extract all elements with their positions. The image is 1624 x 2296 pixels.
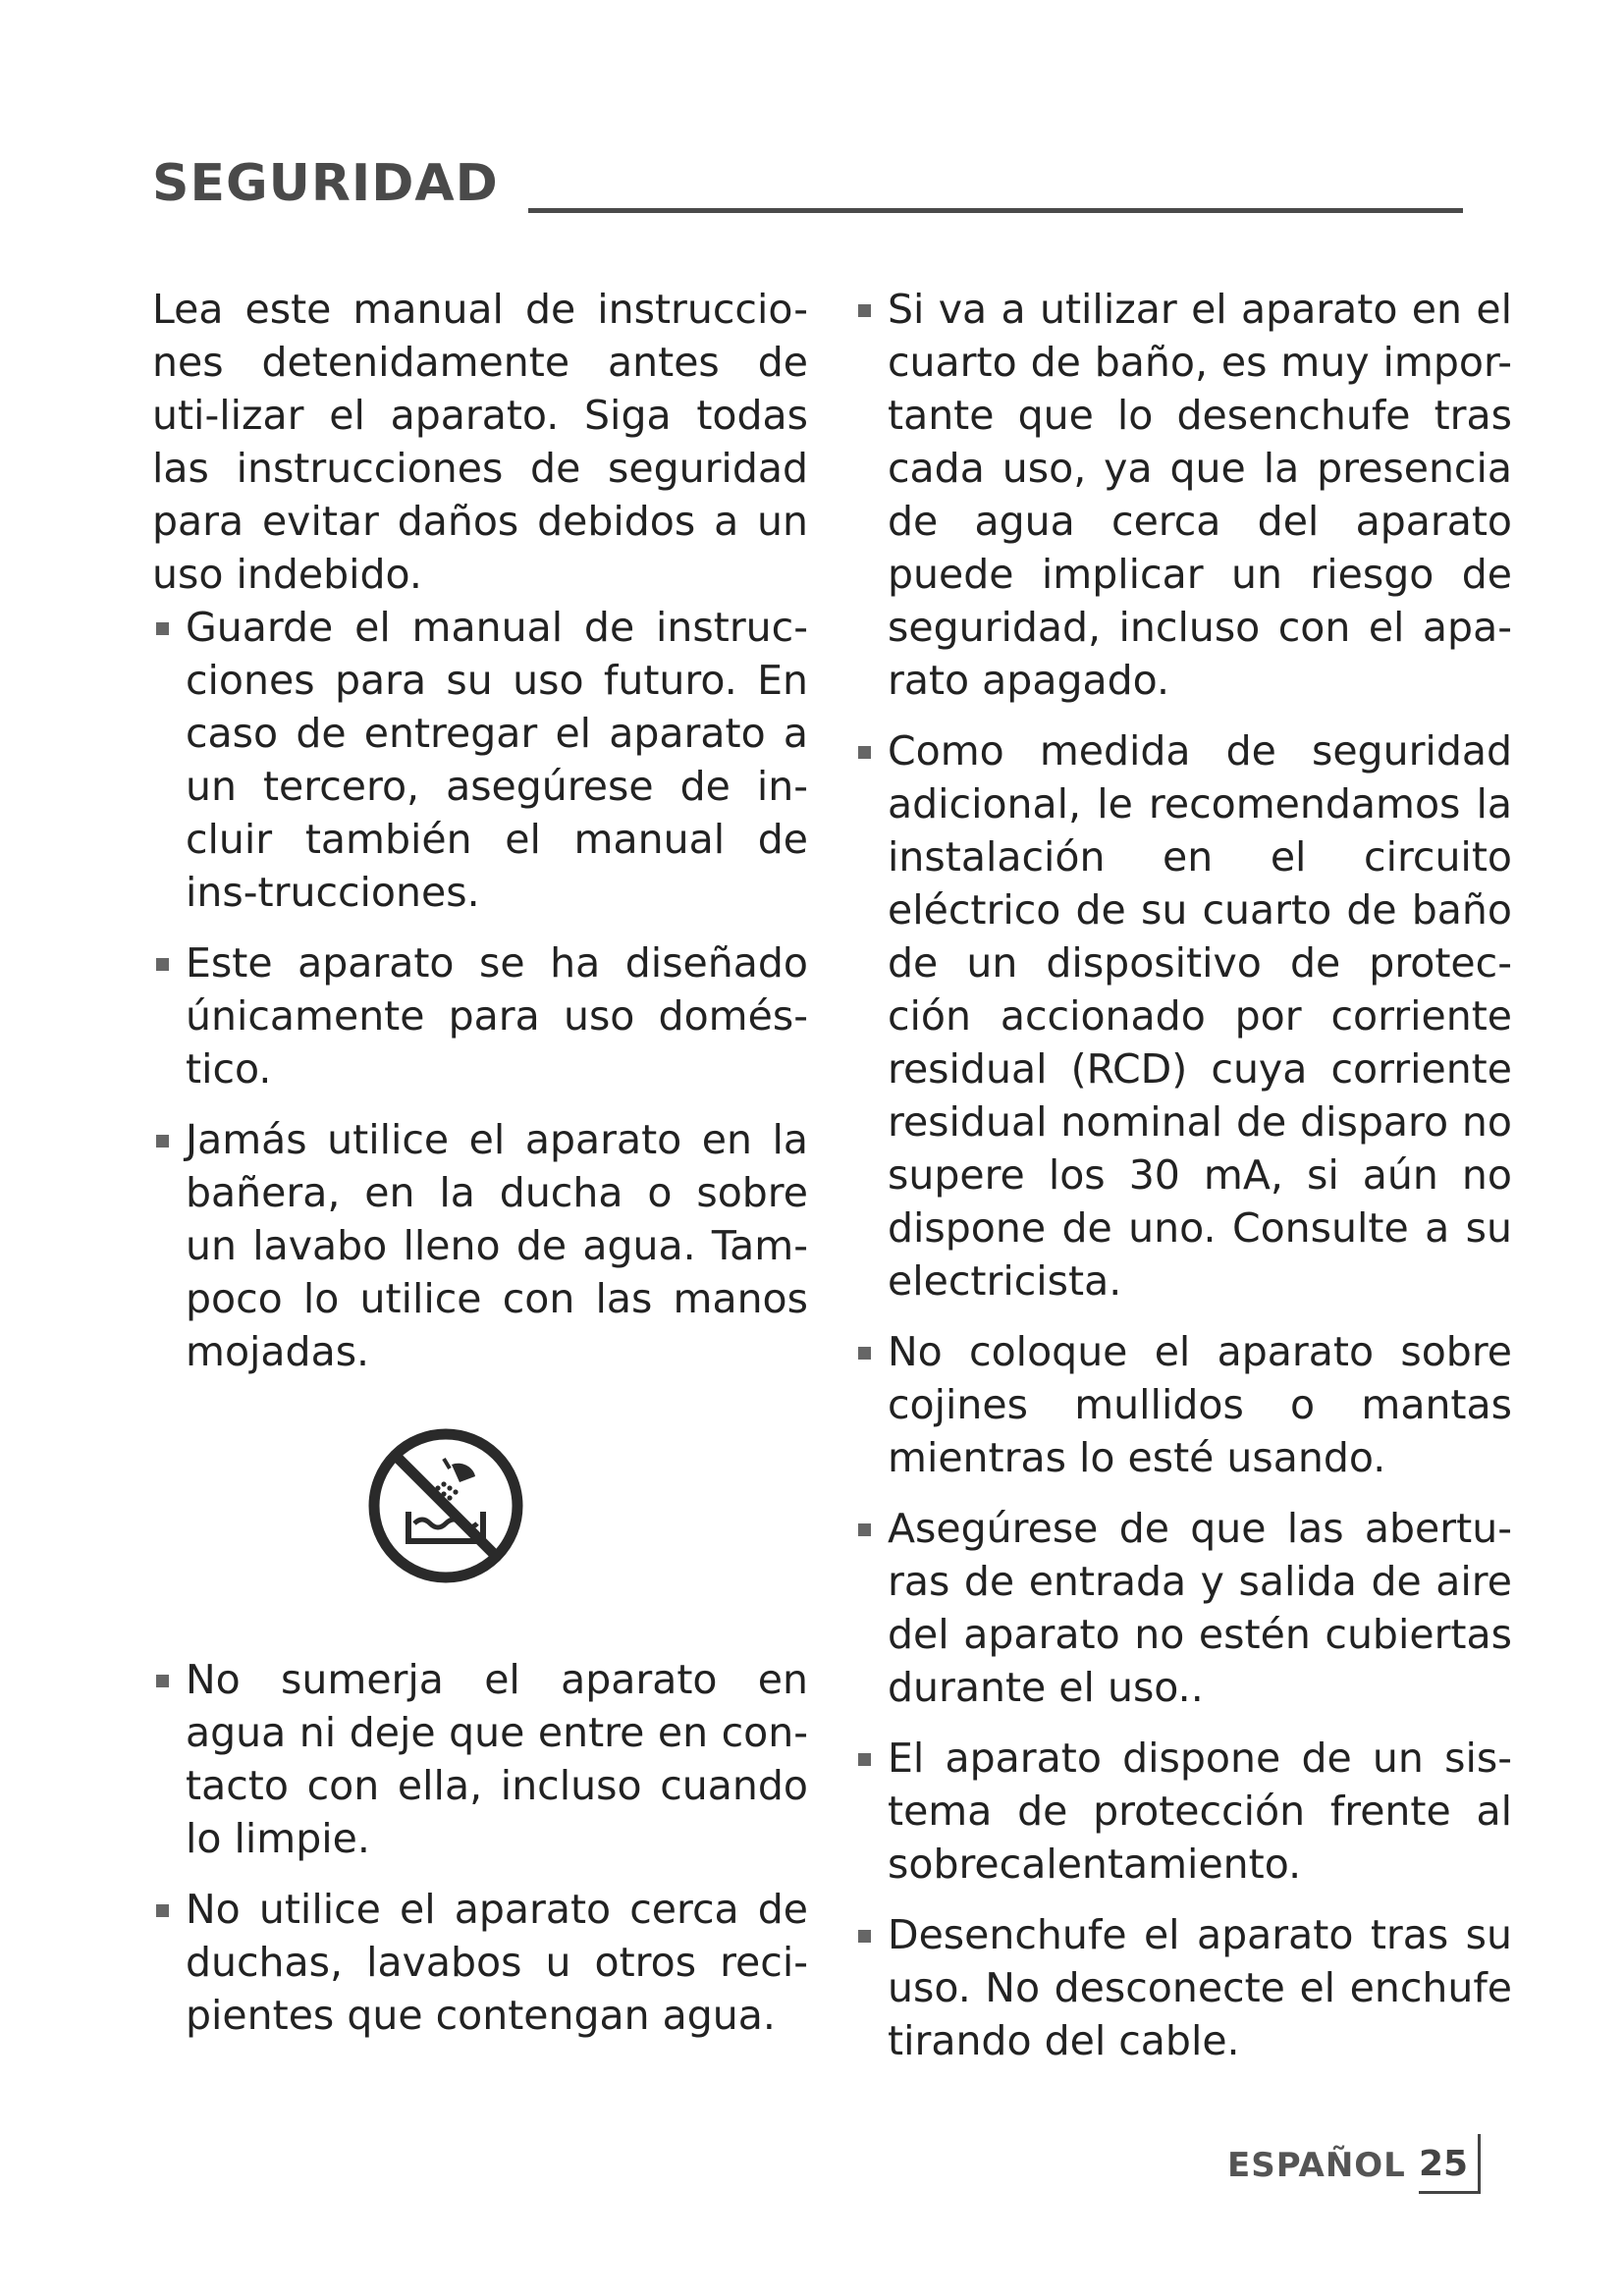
right-column: [854, 283, 1512, 2067]
bullet-icon: [858, 1347, 871, 1360]
bullet-icon: [858, 304, 871, 317]
bullet-icon: [156, 1135, 169, 1148]
list-item-text: Este aparato se ha diseñado únicamente para uso domés-tico.: [186, 939, 808, 1093]
list-item: [854, 1908, 1512, 2067]
bullet-icon: [156, 622, 169, 635]
list-item-text: El aparato dispone de un sis-tema de protección frente al sobrecalentamiento.: [888, 1735, 1512, 1888]
list-item: [152, 1883, 808, 2042]
warning-icon-container: [152, 1396, 808, 1631]
list-item-text: Si va a utilizar el aparato en el cuarto de baño, es muy impor-tante que lo desenchufe tras cada uso, ya que la presencia de agua cerca del aparato puede implicar un riesgo de seguridad, incluso con el apa-rato apagado.: [888, 286, 1512, 704]
bullet-icon: [858, 1930, 871, 1943]
list-item-text: No sumerja el aparato en agua ni deje que entre en con-tacto con ella, incluso cuando lo limpie.: [186, 1656, 808, 1862]
header-rule: [528, 208, 1463, 213]
footer-language: ESPAÑOL: [1227, 2146, 1406, 2185]
list-item: [152, 1113, 808, 1378]
bullet-icon: [156, 1904, 169, 1917]
left-column: [152, 283, 808, 2042]
list-item: [854, 1502, 1512, 1714]
list-item-text: No utilice el aparato cerca de duchas, lavabos u otros reci-pientes que contengan agua.: [186, 1886, 808, 2039]
list-item: [854, 283, 1512, 707]
list-item: [152, 936, 808, 1095]
list-item-text: Desenchufe el aparato tras su uso. No desconecte el enchufe tirando del cable.: [888, 1911, 1512, 2064]
footer-rule-horizontal: [1419, 2191, 1478, 2194]
footer-rule-vertical: [1478, 2134, 1481, 2194]
list-item: [854, 1325, 1512, 1484]
bullet-icon: [156, 1675, 169, 1687]
page-header: [152, 149, 1463, 218]
list-item: [854, 1732, 1512, 1891]
page-title: SEGURIDAD: [152, 154, 499, 213]
list-item: [152, 1653, 808, 1865]
list-item-text: Jamás utilice el aparato en la bañera, en la ducha o sobre un lavabo lleno de agua. Tam-poco lo utilice con las manos mojadas.: [186, 1116, 808, 1375]
list-item-text: No coloque el aparato sobre cojines mullidos o mantas mientras lo esté usando.: [888, 1328, 1512, 1481]
page-number: 25: [1419, 2144, 1469, 2184]
bullet-icon: [858, 746, 871, 759]
intro-paragraph: Lea este manual de instruccio-nes detenidamente antes de uti-lizar el aparato. Siga todas las instrucciones de seguridad para evitar daños debidos a un uso indebido.: [152, 286, 808, 598]
page-footer: [1227, 2136, 1492, 2195]
bullet-icon: [156, 958, 169, 971]
list-item-text: Asegúrese de que las abertu-ras de entrada y salida de aire del aparato no estén cubiertas durante el uso..: [888, 1505, 1512, 1711]
bullet-icon: [858, 1753, 871, 1766]
bullet-icon: [858, 1523, 871, 1536]
list-item: [152, 601, 808, 919]
no-water-prohibition-icon: [365, 1425, 526, 1586]
list-item-text: Guarde el manual de instruc-ciones para su uso futuro. En caso de entregar el aparato a un tercero, asegúrese de in-cluir también el manual de ins-trucciones.: [186, 604, 808, 916]
list-item: [854, 724, 1512, 1308]
list-item-text: Como medida de seguridad adicional, le recomendamos la instalación en el circuito eléctrico de su cuarto de baño de un dispositivo de protec-ción accionado por corriente residual (RCD) cuya corriente residual nominal de disparo no supere los 30 mA, si aún no dispone de uno. Consulte a su electricista.: [888, 727, 1512, 1305]
